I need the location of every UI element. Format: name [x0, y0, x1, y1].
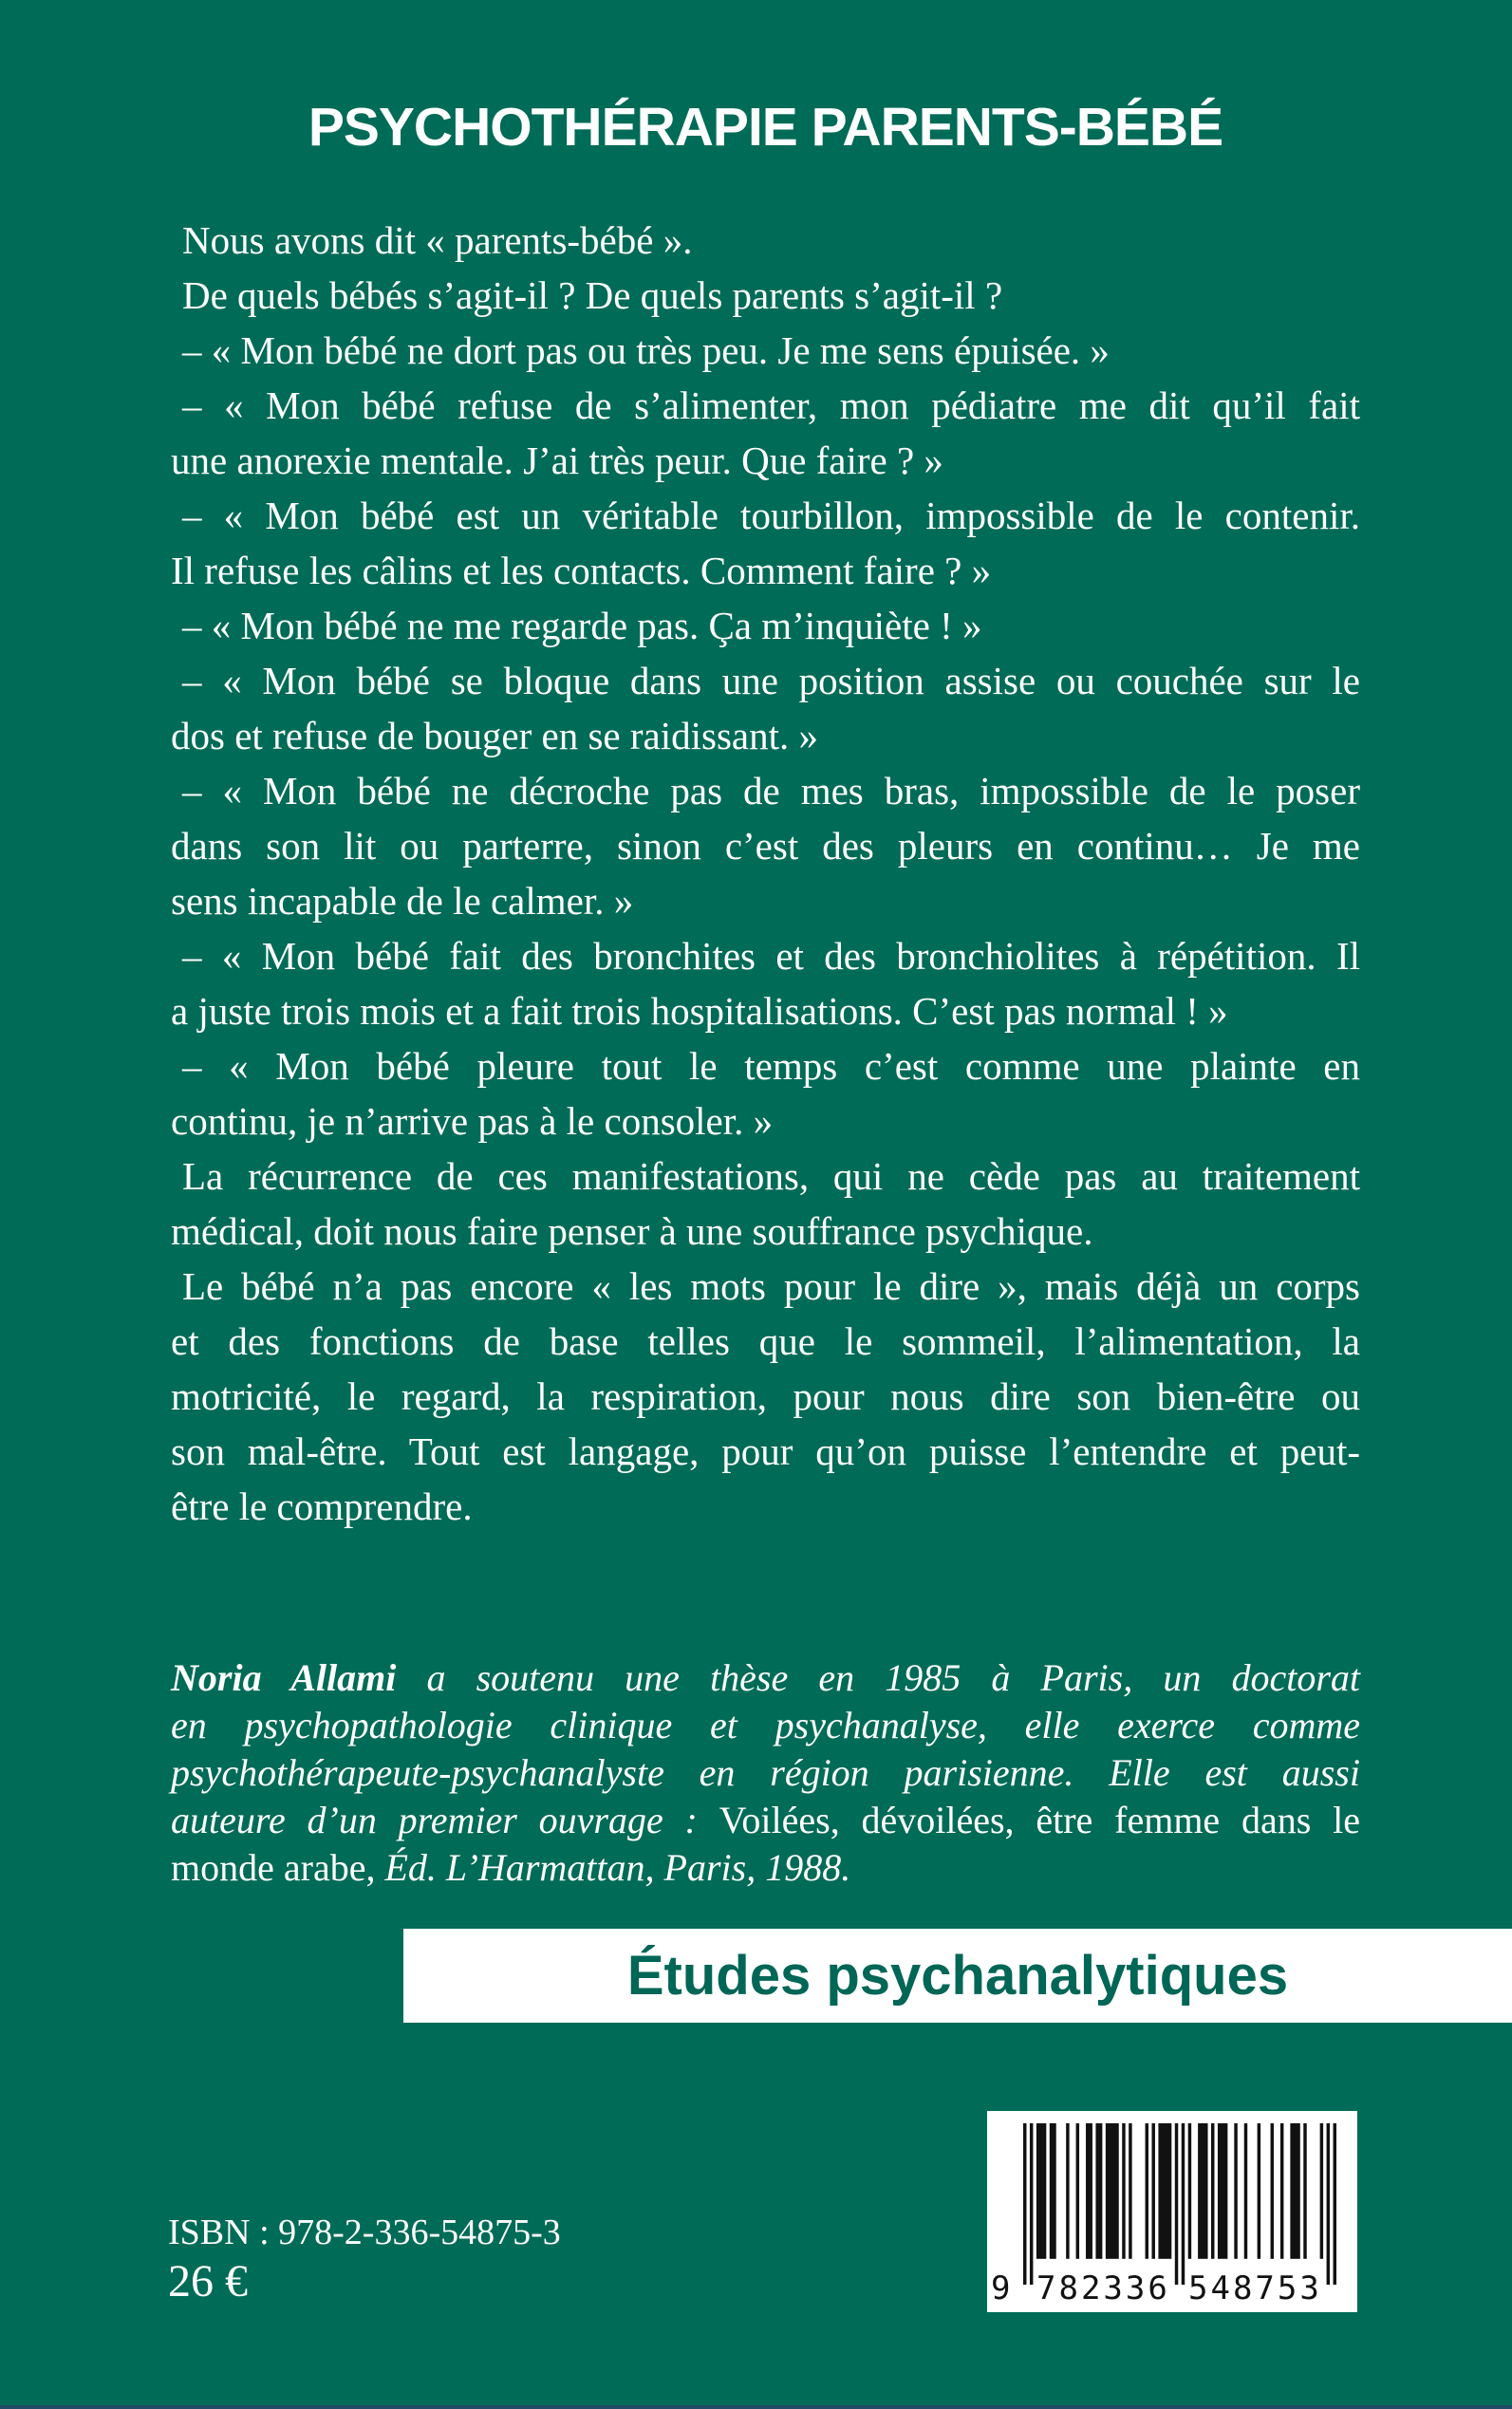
- bio-line: [171, 1749, 1360, 1797]
- price-text: 26 €: [168, 2256, 248, 2306]
- body-line: a juste trois mois et a fait trois hospitalisations. C’est pas normal ! »: [171, 989, 1228, 1033]
- bottom-edge: [0, 2405, 1512, 2409]
- body-line: – « Mon bébé pleure tout le temps c’est comme une plainte en: [182, 1044, 1360, 1088]
- bio-line: [171, 1702, 1360, 1749]
- barcode-right-digits: 548753: [1188, 2269, 1322, 2307]
- barcode-leading-digit: 9: [991, 2269, 1011, 2307]
- bio-segment: psychothérapeute-psychanalyste en région parisienne. Elle est aussi: [171, 1751, 1360, 1794]
- barcode-left-digits: 782336: [1036, 2269, 1170, 2307]
- collection-band: [403, 1929, 1512, 2023]
- body-line: sens incapable de le calmer. »: [171, 879, 634, 923]
- body-line: une anorexie mentale. J’ai très peur. Que faire ? »: [171, 439, 943, 482]
- body-line: De quels bébés s’agit-il ? De quels parents s’agit-il ?: [182, 273, 1003, 317]
- body-line: Le bébé n’a pas encore « les mots pour le dire », mais déjà un corps: [182, 1264, 1360, 1308]
- body-line: Nous avons dit « parents-bébé ».: [182, 218, 693, 262]
- body-line: son mal-être. Tout est langage, pour qu’on puisse l’entendre et peut-: [171, 1429, 1360, 1473]
- page-title: PSYCHOTHÉRAPIE PARENTS-BÉBÉ: [308, 97, 1223, 158]
- bio-segment: monde arabe,: [171, 1846, 385, 1889]
- body-line: être le comprendre.: [171, 1485, 473, 1528]
- bio-segment: auteure d’un premier ouvrage :: [171, 1799, 719, 1841]
- bio-line: [171, 1654, 1360, 1702]
- isbn-text: ISBN : 978-2-336-54875-3: [168, 2213, 561, 2252]
- body-line: dos et refuse de bouger en se raidissant. »: [171, 714, 818, 757]
- bio-segment: en psychopathologie clinique et psychanalyse, elle exerce comme: [171, 1704, 1360, 1746]
- body-line: La récurrence de ces manifestations, qui ne cède pas au traitement: [182, 1154, 1360, 1198]
- barcode-bars: [1023, 2123, 1336, 2285]
- body-line: – « Mon bébé ne dort pas ou très peu. Je me sens épuisée. »: [182, 328, 1110, 372]
- body-line: – « Mon bébé fait des bronchites et des bronchiolites à répétition. Il: [182, 934, 1360, 978]
- collection-band-label: Études psychanalytiques: [626, 1945, 1289, 2007]
- body-line: dans son lit ou parterre, sinon c’est des pleurs en continu… Je me: [171, 824, 1360, 868]
- bio-line: [171, 1797, 1360, 1844]
- body-text: [171, 213, 1360, 1534]
- body-line: – « Mon bébé se bloque dans une position assise ou couchée sur le: [182, 659, 1360, 702]
- bio-line: [171, 1844, 1360, 1892]
- author-name: Noria Allami: [171, 1656, 397, 1699]
- body-line: motricité, le regard, la respiration, pour nous dire son bien-être ou: [171, 1374, 1360, 1418]
- body-line: médical, doit nous faire penser à une souffrance psychique.: [171, 1209, 1093, 1253]
- body-line: – « Mon bébé ne décroche pas de mes bras, impossible de le poser: [182, 769, 1360, 812]
- barcode: [987, 2111, 1357, 2312]
- body-line: continu, je n’arrive pas à le consoler. »: [171, 1099, 774, 1143]
- bio-segment: Voilées, dévoilées, être femme dans le: [719, 1799, 1360, 1841]
- author-bio: [171, 1654, 1360, 1892]
- body-line: – « Mon bébé ne me regarde pas. Ça m’inquiète ! »: [182, 604, 982, 647]
- body-line: – « Mon bébé refuse de s’alimenter, mon pédiatre me dit qu’il fait: [182, 383, 1360, 427]
- body-line: – « Mon bébé est un véritable tourbillon, impossible de le contenir.: [182, 494, 1360, 537]
- body-line: Il refuse les câlins et les contacts. Comment faire ? »: [171, 549, 992, 592]
- bio-segment: a soutenu une thèse en 1985 à Paris, un doctorat: [396, 1656, 1361, 1699]
- bio-segment: Éd. L’Harmattan, Paris, 1988.: [384, 1846, 851, 1889]
- body-line: et des fonctions de base telles que le sommeil, l’alimentation, la: [171, 1319, 1360, 1363]
